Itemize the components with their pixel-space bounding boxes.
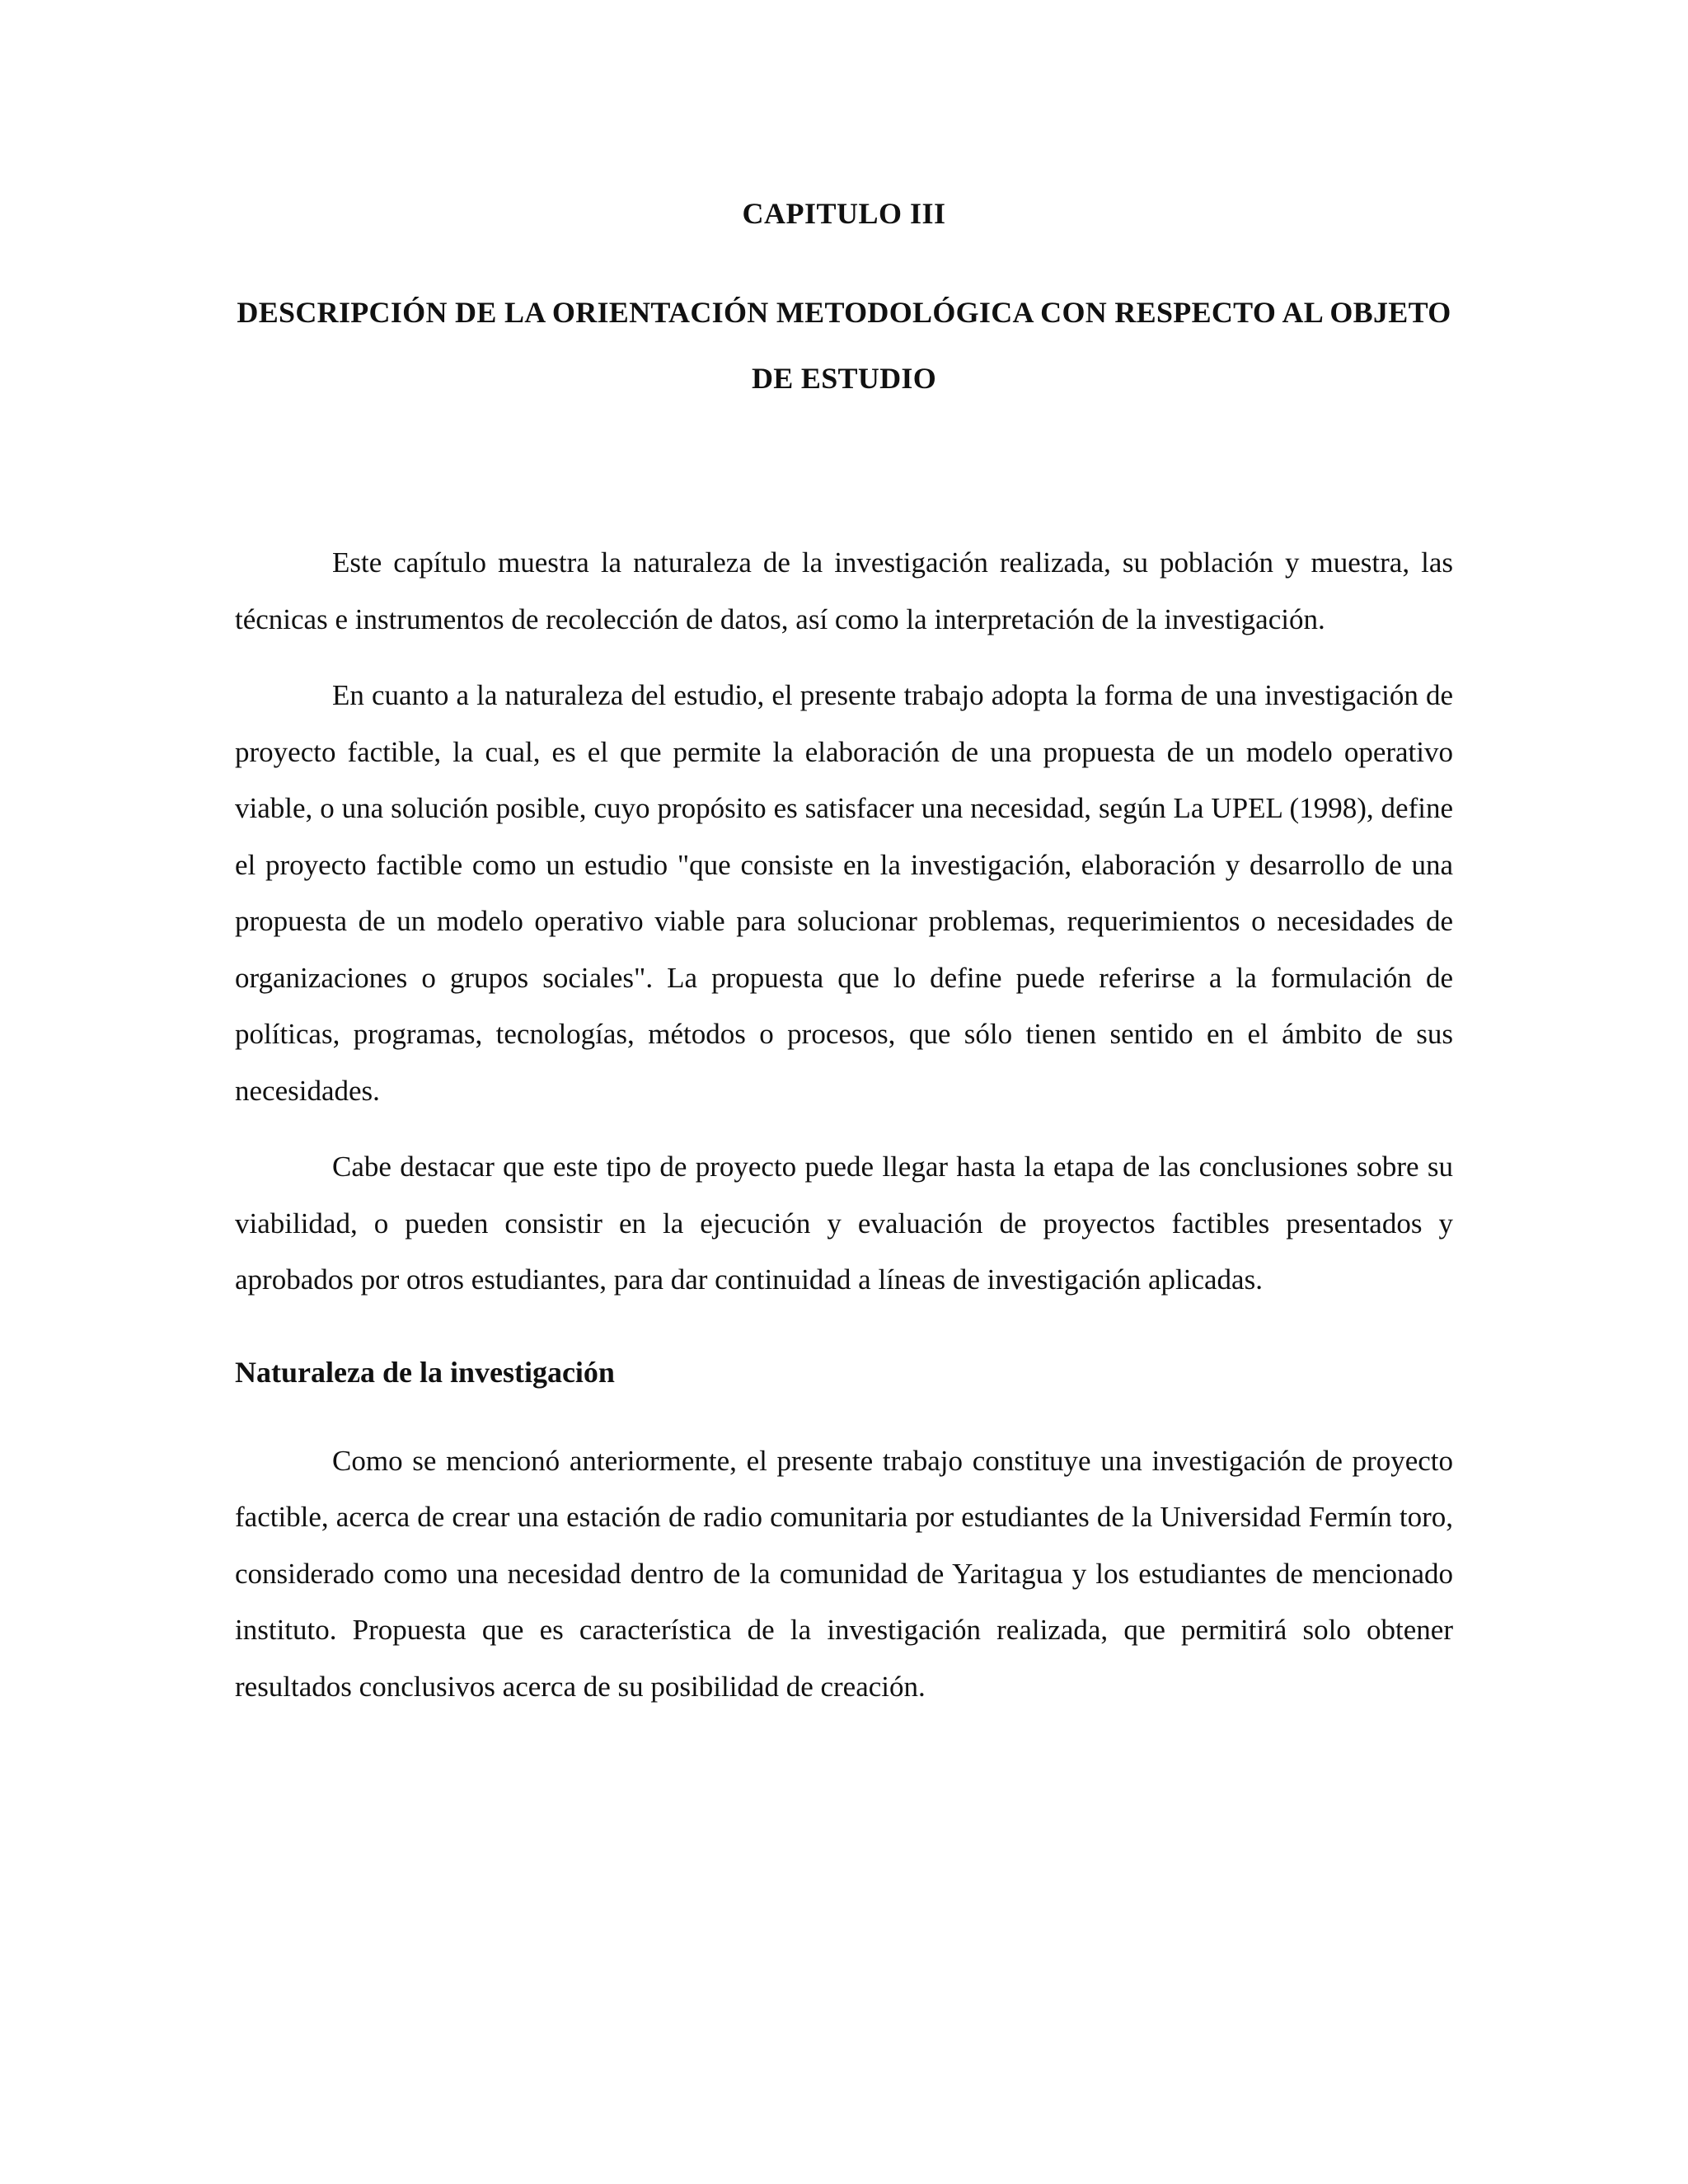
main-title: DESCRIPCIÓN DE LA ORIENTACIÓN METODOLÓGICA CON RESPECTO AL OBJETO DE ESTUDIO [237, 296, 1451, 395]
chapter-title: CAPITULO III [742, 197, 946, 230]
section-heading: Naturaleza de la investigación [235, 1355, 615, 1389]
intro-paragraph: Este capítulo muestra la naturaleza de la investigación realizada, su población y muestra, las técnicas e instrumentos de recolección de datos, así como la interpretación de la investigación. [235, 546, 1453, 635]
scope-paragraph: Cabe destacar que este tipo de proyecto puede llegar hasta la etapa de las conclusiones sobre su viabilidad, o pueden consistir en la ejecución y evaluación de proyectos factibles presentados y aprobados por otros estudiantes, para dar continuidad a líneas de investigación aplicadas. [235, 1151, 1453, 1296]
nature-paragraph: En cuanto a la naturaleza del estudio, el presente trabajo adopta la forma de una investigación de proyecto factible, la cual, es el que permite la elaboración de una propuesta de un modelo operativo viable, o una solución posible, cuyo propósito es satisfacer una necesidad, según La UPEL (1998), define el proyecto factible como un estudio "que consiste en la investigación, elaboración y desarrollo de una propuesta de un modelo operativo viable para solucionar problemas, requerimientos o necesidades de organizaciones o grupos sociales". La propuesta que lo define puede referirse a la formulación de políticas, programas, tecnologías, métodos o procesos, que sólo tienen sentido en el ámbito de sus necesidades. [235, 679, 1453, 1107]
section-paragraph: Como se mencionó anteriormente, el presente trabajo constituye una investigación de proyecto factible, acerca de crear una estación de radio comunitaria por estudiantes de la Universidad Fermín toro, considerado como una necesidad dentro de la comunidad de Yaritagua y los estudiantes de mencionado instituto. Propuesta que es característica de la investigación realizada, que permitirá solo obtener resultados conclusivos acerca de su posibilidad de creación. [235, 1444, 1453, 1703]
page-content [235, 185, 1453, 1715]
